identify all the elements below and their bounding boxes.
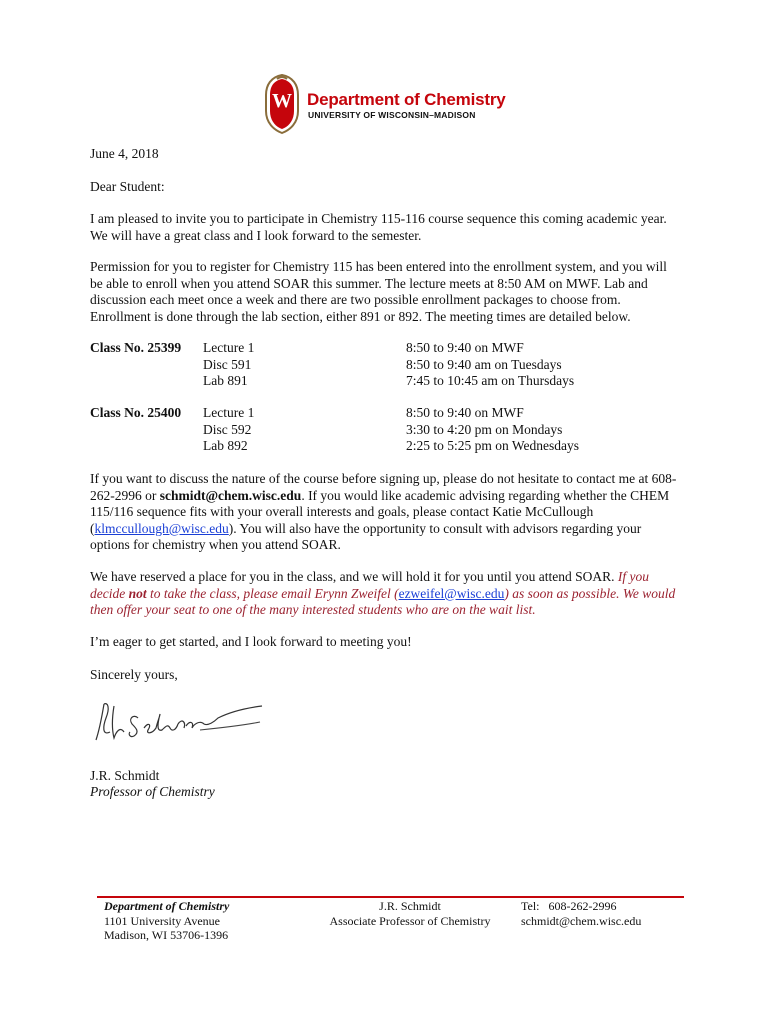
- advisor-email-link[interactable]: klmccullough@wisc.edu: [94, 520, 229, 536]
- reservation-italic: If you decide: [90, 569, 650, 601]
- time-list: [406, 405, 579, 455]
- paragraph-closing: I’m eager to get started, and I look forward to meeting you!: [90, 634, 412, 649]
- meeting-time: 8:50 to 9:40 on MWF: [406, 340, 524, 355]
- signer-name: J.R. Schmidt: [90, 768, 160, 783]
- university-subtitle: UNIVERSITY OF WISCONSIN–MADISON: [308, 110, 476, 120]
- class-number: Class No. 25400: [90, 405, 182, 420]
- footer-role: Associate Professor of Chemistry: [329, 913, 491, 928]
- time-list: [406, 340, 574, 390]
- class-number: Class No. 25399: [90, 340, 182, 355]
- section-name: Lab 892: [203, 438, 248, 453]
- reservation-italic: to take the class, please email Erynn Zweifel (: [146, 585, 399, 601]
- footer-contact: [521, 899, 641, 928]
- footer-divider: [97, 896, 684, 898]
- footer-department: Department of Chemistry: [104, 899, 230, 913]
- closing: Sincerely yours,: [90, 667, 178, 682]
- reservation-text: We have reserved a place for you in the class, and we will hold it for you until you attend SOAR.: [90, 569, 618, 584]
- section-name: Lab 891: [203, 373, 248, 388]
- meeting-time: 2:25 to 5:25 pm on Wednesdays: [406, 438, 580, 453]
- meeting-time: 8:50 to 9:40 am on Tuesdays: [406, 356, 562, 372]
- meeting-time: 7:45 to 10:45 am on Thursdays: [406, 373, 575, 388]
- contact-text: . If you would like academic advising regarding whether the CHEM 115/116 sequence fits with your overall interests and goals, please contact Katie McCullough (: [90, 487, 670, 536]
- signer-title: Professor of Chemistry: [90, 784, 215, 799]
- meeting-time: 3:30 to 4:20 pm on Mondays: [406, 421, 563, 437]
- footer-email[interactable]: schmidt@chem.wisc.edu: [521, 913, 642, 928]
- paragraph-reservation: [90, 569, 680, 619]
- salutation: Dear Student:: [90, 179, 165, 194]
- footer-address: [104, 899, 229, 943]
- department-title: Department of Chemistry: [307, 90, 506, 109]
- footer-phone: Tel: 608-262-2996: [521, 899, 617, 913]
- section-name: Lecture 1: [203, 405, 255, 420]
- meeting-time: 8:50 to 9:40 on MWF: [406, 405, 524, 420]
- paragraph-contact: [90, 471, 680, 554]
- contact-email[interactable]: schmidt@chem.wisc.edu: [159, 487, 302, 503]
- section-name: Disc 591: [203, 356, 252, 372]
- coordinator-email-link[interactable]: ezweifel@wisc.edu: [398, 585, 505, 601]
- section-list: [203, 405, 254, 455]
- paragraph-permission: Permission for you to register for Chemistry 115 has been entered into the enrollment system, and you will be able to enroll when you attend SOAR this summer. The lecture meets at 8:50 AM on MWF. Lab and discussion each meet once a week and there are two possible enrollment packages to choose from. Enrollment is done through the lab section, either 891 or 892. The meeting times are detailed below.: [90, 259, 667, 324]
- footer-name: J.R. Schmidt: [379, 899, 441, 913]
- reservation-italic: ) as soon as possible. We would then offer your seat to one of the many interested students who are on the wait list.: [90, 585, 676, 617]
- footer-address-line: Madison, WI 53706-1396: [104, 928, 229, 942]
- contact-text: ). You will also have the opportunity to consult with advisors regarding your options for chemistry when you attend SOAR.: [90, 520, 642, 552]
- footer-person: [310, 899, 510, 928]
- crest-letter: W: [272, 90, 292, 112]
- contact-text: If you want to discuss the nature of the course before signing up, please do not hesitate to contact me at 608-262-2996 or: [90, 471, 677, 503]
- footer-address-line: 1101 University Avenue: [104, 913, 220, 928]
- section-name: Lecture 1: [203, 340, 255, 355]
- handwritten-signature: [90, 692, 270, 754]
- paragraph-invitation: I am pleased to invite you to participate in Chemistry 115-116 course sequence this coming academic year. We will have a great class and I look forward to the semester.: [90, 211, 667, 243]
- reservation-emphasis: not: [128, 585, 147, 601]
- section-list: [203, 340, 254, 390]
- letter-date: June 4, 2018: [90, 146, 159, 161]
- section-name: Disc 592: [203, 421, 252, 437]
